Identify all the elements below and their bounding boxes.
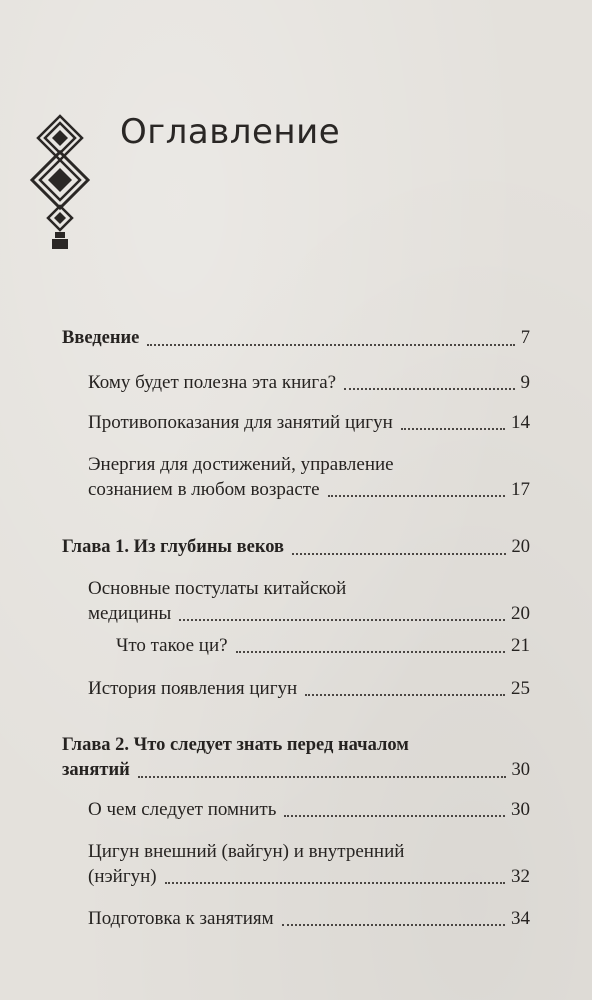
page-number: 30: [511, 760, 530, 780]
page-number: 21: [511, 635, 530, 656]
dot-leader: [344, 388, 514, 390]
toc-entry-title: занятий: [62, 760, 130, 780]
dot-leader: [328, 495, 505, 497]
toc-entry-title: Что такое ци?: [116, 635, 228, 656]
toc-entry-title: Введение: [62, 328, 140, 348]
dot-leader: [147, 344, 514, 346]
toc-entry: [88, 906, 530, 931]
toc-entry-title-line: Глава 2. Что следует знать перед началом: [62, 735, 409, 755]
page-number: 25: [511, 678, 530, 699]
page-title: Оглавление: [120, 112, 341, 152]
toc-entry-title-line: Цигун внешний (вайгун) и внутренний: [88, 841, 405, 862]
toc-entry-title: Глава 1. Из глубины веков: [62, 537, 285, 557]
toc-entry-title: Кому будет полезна эта книга?: [88, 372, 337, 393]
dot-leader: [282, 924, 505, 926]
diamond-ornament-icon: [28, 112, 92, 252]
page-number: 14: [511, 412, 530, 433]
page-number: 20: [511, 603, 530, 624]
toc-entry: [88, 839, 530, 889]
dot-leader: [179, 619, 505, 621]
dot-leader: [305, 694, 505, 696]
toc-entry: [88, 370, 530, 395]
toc-entry-title: История появления цигун: [88, 678, 298, 699]
page-number: 7: [520, 328, 530, 348]
toc-entry: [88, 676, 530, 701]
toc-entry-title-line: Энергия для достижений, управление: [88, 454, 394, 475]
toc-entry-title: медицины: [88, 603, 172, 624]
toc-entry: [62, 535, 530, 560]
page-number: 20: [511, 537, 530, 557]
page-number: 17: [511, 479, 530, 500]
toc-entry-title: Подготовка к занятиям: [88, 908, 274, 929]
toc-entry-title: сознанием в любом возрасте: [88, 479, 320, 500]
dot-leader: [284, 815, 505, 817]
toc-entry: [88, 410, 530, 435]
dot-leader: [138, 776, 506, 778]
toc-entry: [88, 452, 530, 502]
toc-entry-title: (нэйгун): [88, 866, 157, 887]
toc-entry: [116, 633, 530, 658]
dot-leader: [292, 553, 505, 555]
toc-entry: [62, 326, 530, 351]
toc-entry: [88, 797, 530, 822]
page-number: 32: [511, 866, 530, 887]
toc-entry-title: Противопоказания для занятий цигун: [88, 412, 393, 433]
dot-leader: [236, 651, 505, 653]
dot-leader: [401, 428, 505, 430]
page-number: 30: [511, 799, 530, 820]
toc-entry-title: О чем следует помнить: [88, 799, 277, 820]
toc-entry: [62, 733, 530, 783]
page-number: 34: [511, 908, 530, 929]
toc-entry: [88, 576, 530, 626]
page-number: 9: [520, 372, 530, 393]
dot-leader: [165, 882, 505, 884]
toc-entry-title-line: Основные постулаты китайской: [88, 578, 347, 599]
